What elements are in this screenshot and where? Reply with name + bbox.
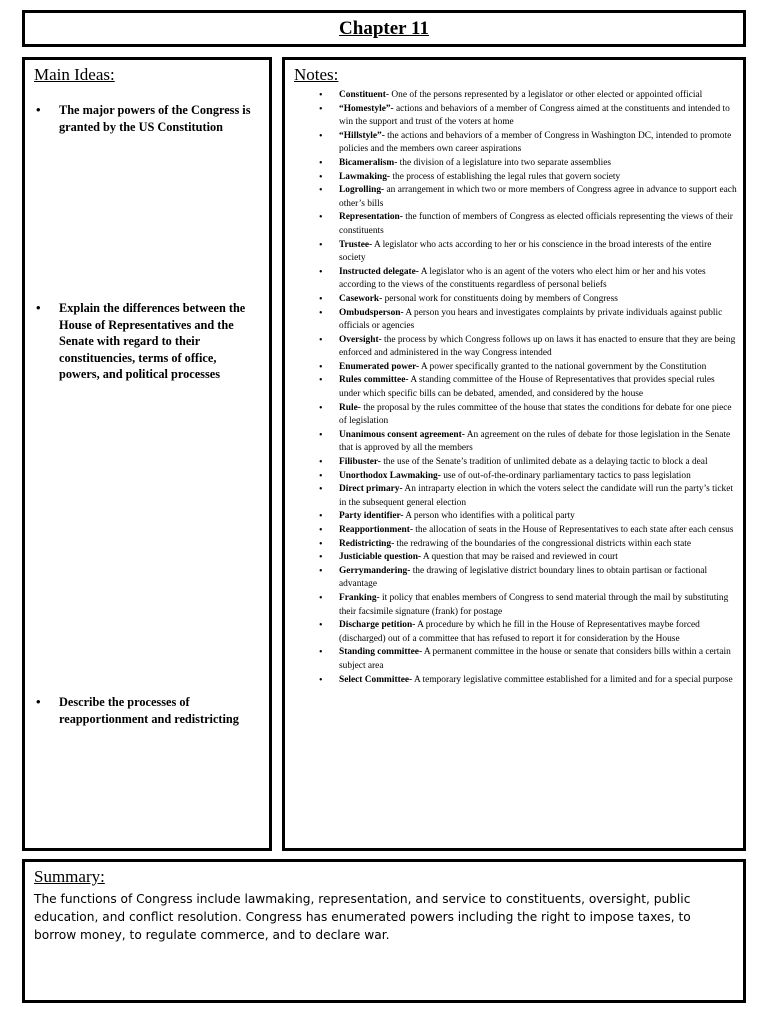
note-definition: the process of establishing the legal rules that govern society bbox=[390, 171, 621, 182]
note-term: Bicameralism- bbox=[339, 157, 398, 168]
main-idea-item: • Explain the differences between the House of Representatives and the Senate with regard to their constituencies, terms of office, powers, and political processes bbox=[59, 300, 259, 383]
note-term: Select Committee- bbox=[339, 674, 413, 685]
note-item bbox=[339, 130, 737, 157]
note-item bbox=[339, 307, 737, 334]
note-definition: A person you hears and investigates complaints by private individuals against public officials or agencies bbox=[339, 307, 723, 332]
note-item bbox=[339, 184, 737, 211]
note-definition: A person who identifies with a political party bbox=[403, 511, 575, 522]
note-definition: use of out-of-the-ordinary parliamentary tactics to pass legislation bbox=[440, 470, 691, 481]
summary-box bbox=[22, 859, 746, 1003]
note-definition: A power specifically granted to the national government by the Constitution bbox=[419, 361, 707, 372]
note-term: Franking- bbox=[339, 592, 380, 603]
note-item bbox=[339, 103, 737, 130]
note-definition: A legislator who acts according to her or his conscience in the broad interests of the entire society bbox=[339, 239, 712, 264]
note-term: Redistricting- bbox=[339, 538, 395, 549]
note-item bbox=[339, 334, 737, 361]
note-term: Rule- bbox=[339, 402, 361, 413]
note-definition: A standing committee of the House of Representatives that provides special rules under which specific bills can be debated, amended, and considered by the house bbox=[339, 375, 715, 400]
note-term: Ombudsperson- bbox=[339, 307, 404, 318]
note-term: Unorthodox Lawmaking- bbox=[339, 470, 441, 481]
note-term: Enumerated power- bbox=[339, 361, 420, 372]
note-item bbox=[339, 266, 737, 293]
note-definition: the actions and behaviors of a member of Congress in Washington DC, intended to promote policies and the members own career aspirations bbox=[339, 130, 732, 155]
notes-box bbox=[282, 57, 746, 851]
note-term: Representation- bbox=[339, 212, 403, 223]
note-item bbox=[339, 89, 737, 103]
note-term: Trustee- bbox=[339, 239, 373, 250]
main-idea-item: • Describe the processes of reapportionment and redistricting bbox=[59, 694, 259, 727]
note-item bbox=[339, 429, 737, 456]
notes-list bbox=[339, 89, 737, 687]
note-item bbox=[339, 510, 737, 524]
summary-heading: Summary: bbox=[34, 867, 105, 886]
note-item bbox=[339, 171, 737, 185]
note-definition: One of the persons represented by a legislator or other elected or appointed official bbox=[389, 90, 703, 100]
note-item bbox=[339, 646, 737, 673]
note-term: Logrolling- bbox=[339, 185, 385, 196]
note-item bbox=[339, 551, 737, 565]
note-definition: personal work for constituents doing by members of Congress bbox=[382, 293, 618, 304]
note-term: Justiciable question- bbox=[339, 552, 422, 563]
notes-heading: Notes: bbox=[294, 65, 339, 84]
main-idea-item: • The major powers of the Congress is granted by the US Constitution bbox=[59, 102, 259, 135]
note-term: Rules committee- bbox=[339, 375, 409, 386]
note-term: “Homestyle”- bbox=[339, 103, 394, 114]
note-definition: it policy that enables members of Congress to send material through the mail by substituting their facsimile signature (frank) for postage bbox=[339, 592, 729, 617]
note-definition: the allocation of seats in the House of Representatives to each state after each census bbox=[412, 525, 734, 535]
note-term: Reapportionment- bbox=[339, 525, 413, 535]
note-item bbox=[339, 402, 737, 429]
note-item bbox=[339, 565, 737, 592]
note-definition: the division of a legislature into two separate assemblies bbox=[397, 157, 612, 168]
note-definition: A question that may be raised and reviewed in court bbox=[421, 552, 618, 563]
note-definition: the function of members of Congress as elected officials representing the views of their constituents bbox=[339, 212, 733, 236]
note-item bbox=[339, 157, 737, 171]
note-definition: the drawing of legislative district boundary lines to obtain partisan or factional advantage bbox=[339, 565, 708, 590]
note-item bbox=[339, 538, 737, 552]
main-ideas-heading: Main Ideas: bbox=[34, 65, 115, 84]
note-term: Party identifier- bbox=[339, 511, 404, 522]
note-definition: A legislator who is an agent of the voters who elect him or her and his votes according to the views of the constituents regardless of personal beliefs bbox=[339, 266, 706, 291]
note-term: Gerrymandering- bbox=[339, 565, 411, 576]
note-term: Casework- bbox=[339, 293, 383, 304]
note-item bbox=[339, 674, 737, 688]
title-box bbox=[22, 10, 746, 47]
note-definition: the proposal by the rules committee of the house that states the conditions for debate for one piece of legislation bbox=[339, 402, 732, 427]
note-term: Direct primary- bbox=[339, 484, 403, 495]
chapter-title: Chapter 11 bbox=[339, 18, 429, 39]
note-item bbox=[339, 374, 737, 401]
note-term: Lawmaking- bbox=[339, 171, 391, 182]
note-term: “Hillstyle”- bbox=[339, 130, 385, 141]
note-definition: A procedure by which he fill in the House of Representatives maybe forced (discharged) out of a committee that has refused to report it for consideration by the House bbox=[339, 620, 700, 644]
note-term: Filibuster- bbox=[339, 457, 381, 468]
note-definition: A permanent committee in the house or senate that considers bills within a certain subject area bbox=[339, 647, 731, 671]
note-definition: the redrawing of the boundaries of the congressional districts within each state bbox=[394, 538, 691, 549]
note-definition: An agreement on the rules of debate for those legislation in the Senate that is approved by all the members bbox=[339, 429, 731, 454]
note-term: Discharge petition- bbox=[339, 620, 416, 631]
note-item bbox=[339, 293, 737, 307]
main-ideas-box bbox=[22, 57, 272, 851]
note-definition: the process by which Congress follows up on laws it has enacted to ensure that they are being enforced and administered in the way Congress intended bbox=[339, 334, 736, 359]
note-definition: A temporary legislative committee established for a limited and for a special purpose bbox=[412, 674, 733, 685]
note-term: Standing committee- bbox=[339, 647, 423, 658]
note-definition: an arrangement in which two or more members of Congress agree in advance to support each other’s bills bbox=[339, 185, 737, 209]
note-item bbox=[339, 239, 737, 266]
note-item bbox=[339, 456, 737, 470]
note-definition: the use of the Senate’s tradition of unlimited debate as a delaying tactic to block a deal bbox=[380, 457, 708, 468]
note-definition: actions and behaviors of a member of Congress aimed at the constituents and intended to win the support and trust of the voters at home bbox=[339, 103, 730, 128]
note-item bbox=[339, 483, 737, 510]
summary-text: The functions of Congress include lawmaking, representation, and service to constituents, oversight, public education, and conflict resolution. Congress has enumerated powers including the right to impose taxes, to borrow money, to regulate commerce, and to declare war. bbox=[34, 892, 691, 942]
note-term: Oversight- bbox=[339, 334, 382, 345]
note-definition: An intraparty election in which the voters select the candidate will run the party’s ticket in the subsequent general election bbox=[339, 484, 733, 508]
note-item bbox=[339, 361, 737, 375]
note-item bbox=[339, 470, 737, 484]
note-term: Unanimous consent agreement- bbox=[339, 429, 465, 440]
note-item bbox=[339, 524, 737, 538]
note-term: Constituent- bbox=[339, 90, 390, 100]
note-term: Instructed delegate- bbox=[339, 266, 419, 277]
note-item bbox=[339, 211, 737, 238]
note-item bbox=[339, 619, 737, 646]
note-item bbox=[339, 592, 737, 619]
